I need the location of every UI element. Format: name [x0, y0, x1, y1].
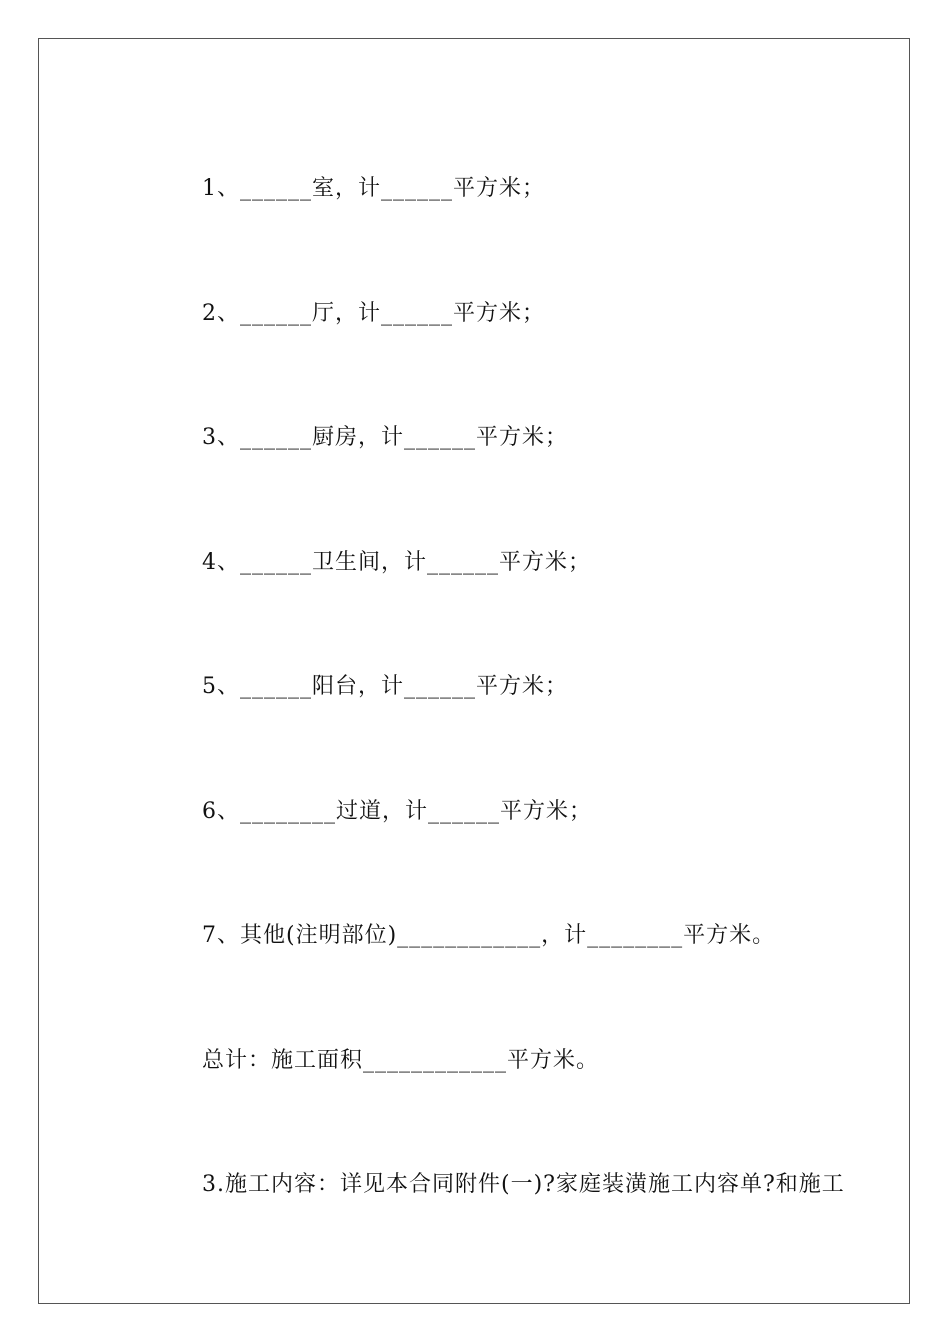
- area-item-kitchen: 3、______厨房，计______平方米；: [202, 425, 568, 450]
- construction-content-clause: 3.施工内容：详见本合同附件(一)?家庭装潢施工内容单?和施工: [202, 1172, 845, 1197]
- area-item-bathroom: 4、______卫生间，计______平方米；: [202, 550, 591, 575]
- area-item-other: 7、其他(注明部位)____________，计________平方米。: [202, 923, 776, 948]
- page-frame: [38, 38, 910, 1304]
- area-item-balcony: 5、______阳台，计______平方米；: [202, 674, 568, 699]
- area-item-hall: 2、______厅，计______平方米；: [202, 301, 545, 326]
- area-item-room: 1、______室，计______平方米；: [202, 176, 545, 201]
- area-item-corridor: 6、________过道，计______平方米；: [202, 799, 592, 824]
- total-area-line: 总计：施工面积____________平方米。: [202, 1048, 600, 1073]
